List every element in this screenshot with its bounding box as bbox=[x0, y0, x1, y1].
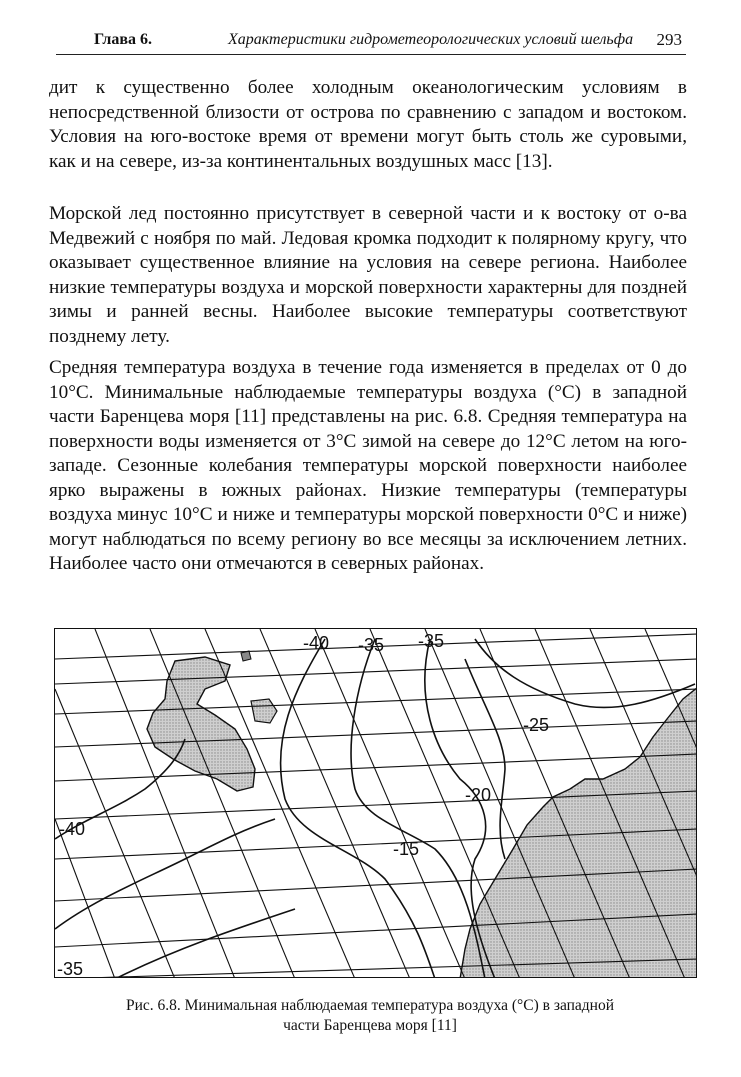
figure-caption bbox=[60, 996, 680, 1036]
isotherm-label-minus35-bottom: -35 bbox=[57, 959, 84, 978]
svalbard-east-island bbox=[251, 699, 277, 723]
isotherm-label-minus40-top: -40 bbox=[303, 633, 330, 653]
caption-line-1: Рис. 6.8. Минимальная наблюдаемая температура воздуха (°С) в западной bbox=[125, 997, 615, 1014]
body-paragraph-3: Средняя температура воздуха в течение года изменяется в пределах от 0 до 10°С. Минимальные наблюдаемые температуры воздуха (°С) в западной части Баренцева моря [11] представлены на рис. 6.8. Средняя температура на поверхности воды изменяется от 3°С зимой на севере до 12°С летом на юго-западе. Сезонные колебания температуры морской поверхности наиболее ярко выражены в южных районах. Низкие температуры (температуры воздуха минус 10°С и ниже и температуры морской поверхности 0°С и ниже) могут наблюдаться по всему региону во все месяцы за исключением летних. Наиболее часто они отмечаются в северных районах. bbox=[49, 357, 687, 574]
small-island bbox=[241, 651, 251, 661]
isotherm-label-minus20: -20 bbox=[465, 785, 492, 805]
isotherm-label-minus15: -15 bbox=[393, 839, 420, 859]
body-paragraph-1: дит к существенно более холодным океанологическим условиям в непосредственной близости от острова по сравнению с западом и востоком. Условия на юго-востоке время от времени могут быть столь же суровыми, как и на севере, из-за континентальных воздушных масс [13]. bbox=[49, 77, 687, 172]
body-paragraph-2: Морской лед постоянно присутствует в северной части и к востоку от о-ва Медвежий с ноября по май. Ледовая кромка подходит к полярному кругу, что оказывает существенное влияние на условия на севере региона. Наиболее низкие температуры воздуха и морской поверхности характерны для поздней зимы и ранней весны. Наиболее высокие температуры соответствуют позднему лету. bbox=[49, 203, 687, 347]
isotherm-label-minus35-b: -35 bbox=[418, 631, 445, 651]
caption-line-2: части Баренцева моря [11] bbox=[283, 1017, 457, 1034]
isotherm-map bbox=[55, 629, 697, 978]
running-header bbox=[56, 28, 686, 55]
isotherm-label-minus35-a: -35 bbox=[358, 635, 385, 655]
isotherm-label-minus40-left: -40 bbox=[59, 819, 86, 839]
chapter-title: Характеристики гидрометеорологических условий шельфа bbox=[228, 31, 634, 48]
isotherm-label-minus25: -25 bbox=[523, 715, 550, 735]
chapter-label: Глава 6. bbox=[94, 31, 152, 48]
page-number: 293 bbox=[656, 30, 682, 49]
isotherm-map-figure bbox=[54, 628, 697, 978]
